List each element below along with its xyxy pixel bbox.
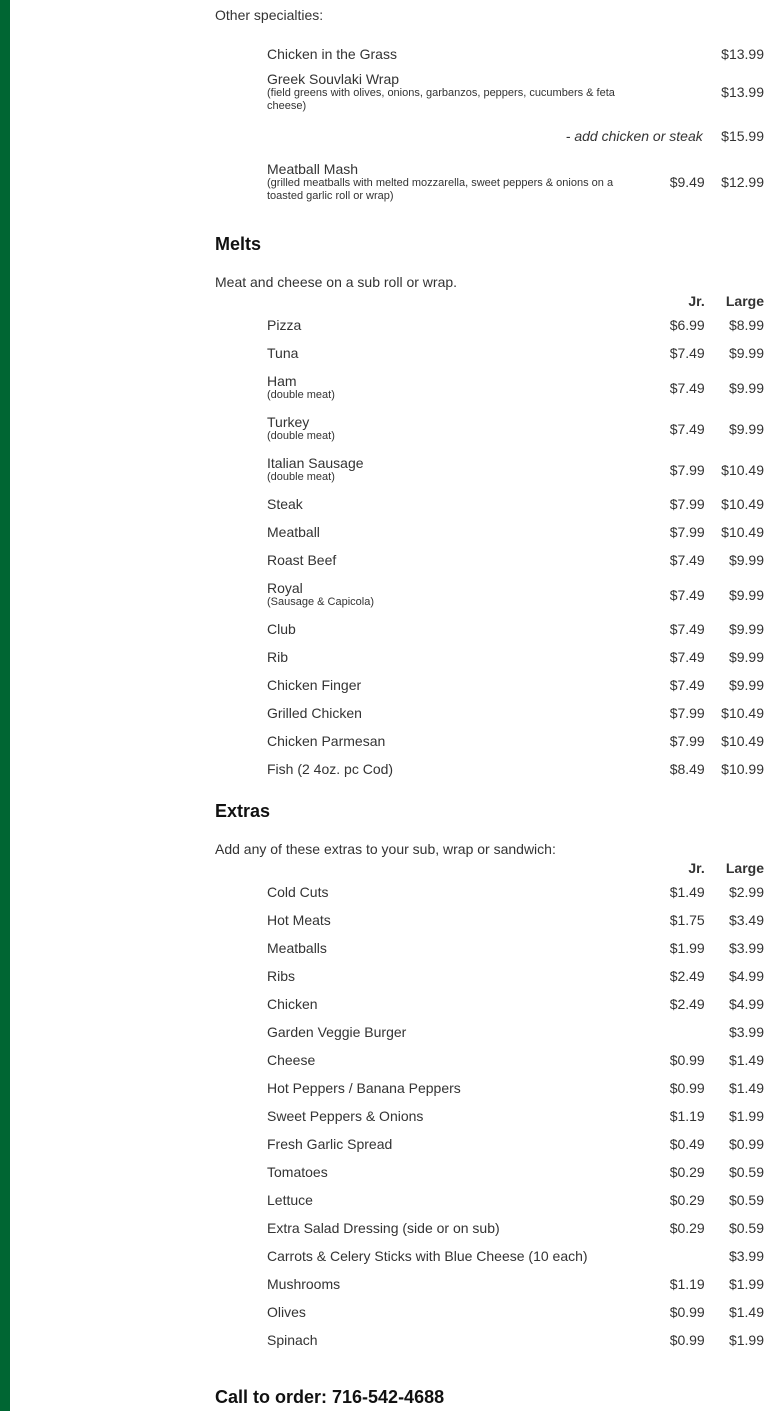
large-price: $4.99	[728, 996, 764, 1012]
menu-row	[267, 1298, 764, 1326]
item-name: Garden Veggie Burger	[267, 1024, 407, 1040]
column-header-row	[267, 858, 764, 878]
item-name: Club	[267, 621, 296, 637]
item-cell	[267, 1018, 646, 1046]
col-jr-header: Jr.	[688, 293, 705, 309]
item-cell	[267, 727, 646, 755]
item-name: Cold Cuts	[267, 884, 329, 900]
menu-row	[267, 699, 764, 727]
column-header-row	[267, 291, 764, 311]
item-cell	[267, 574, 646, 615]
large-price: $15.99	[721, 127, 764, 144]
large-price: $9.99	[728, 621, 764, 637]
item-name: Lettuce	[267, 1192, 313, 1208]
large-price: $10.49	[721, 733, 764, 749]
item-cell	[267, 699, 646, 727]
large-price: $10.49	[721, 524, 764, 540]
large-price: $3.99	[728, 1024, 764, 1040]
extras-intro: Add any of these extras to your sub, wrap or sandwich:	[215, 841, 556, 857]
menu-row	[267, 1186, 764, 1214]
item-cell	[267, 1326, 646, 1354]
specialties-table	[267, 43, 764, 206]
item-cell	[267, 546, 646, 574]
jr-price: $0.29	[669, 1220, 705, 1236]
menu-row	[267, 1018, 764, 1046]
jr-price: $8.49	[669, 761, 705, 777]
item-cell	[267, 1130, 646, 1158]
menu-row	[267, 311, 764, 339]
item-description: (grilled meatballs with melted mozzarella, sweet peppers & onions on a toasted garlic roll or wrap)	[267, 177, 614, 202]
menu-row	[267, 43, 764, 65]
large-price: $10.49	[721, 705, 764, 721]
large-price: $13.99	[721, 84, 764, 100]
jr-price: $0.49	[669, 1136, 705, 1152]
item-cell	[267, 878, 646, 906]
menu-row	[267, 339, 764, 367]
large-price: $0.99	[728, 1136, 764, 1152]
jr-price: $0.99	[669, 1304, 705, 1320]
item-name: Spinach	[267, 1332, 318, 1348]
menu-row-addon	[267, 113, 764, 158]
specialties-section	[215, 43, 764, 206]
jr-price: $0.99	[669, 1080, 705, 1096]
item-name: Meatball Mash	[267, 161, 359, 177]
item-cell	[267, 1298, 646, 1326]
item-description: (double meat)	[267, 471, 335, 483]
large-price: $4.99	[728, 968, 764, 984]
item-name: Steak	[267, 496, 303, 512]
item-cell	[267, 643, 646, 671]
jr-price: $1.49	[669, 884, 705, 900]
jr-price: $7.99	[669, 733, 705, 749]
item-name: Pizza	[267, 317, 302, 333]
menu-row	[267, 518, 764, 546]
jr-price	[646, 71, 705, 113]
menu-row	[267, 367, 764, 408]
menu-row	[267, 934, 764, 962]
item-name: Hot Meats	[267, 912, 331, 928]
large-price: $9.99	[728, 649, 764, 665]
menu-row	[267, 71, 764, 113]
melts-intro: Meat and cheese on a sub roll or wrap.	[215, 274, 458, 290]
col-large-header: Large	[725, 293, 764, 309]
menu-row	[267, 158, 764, 206]
jr-price: $1.75	[669, 912, 705, 928]
item-name: Greek Souvlaki Wrap	[267, 71, 400, 87]
item-name: Mushrooms	[267, 1276, 341, 1292]
large-price: $9.99	[728, 345, 764, 361]
item-name: Ribs	[267, 968, 296, 984]
item-name: Extra Salad Dressing (side or on sub)	[267, 1220, 500, 1236]
jr-price: $0.99	[669, 1052, 705, 1068]
jr-price: $0.29	[669, 1164, 705, 1180]
col-large-header: Large	[725, 860, 764, 876]
item-name: Meatball	[267, 524, 320, 540]
item-cell	[267, 671, 646, 699]
specialties-intro: Other specialties:	[215, 7, 324, 23]
large-price: $9.99	[728, 586, 764, 603]
item-name: Chicken Finger	[267, 677, 362, 693]
item-name: Chicken	[267, 996, 318, 1012]
item-description: (double meat)	[267, 430, 335, 442]
item-cell	[267, 1046, 646, 1074]
menu-row	[267, 1130, 764, 1158]
item-cell	[267, 71, 646, 113]
jr-price: $7.49	[669, 677, 705, 693]
item-name: Tuna	[267, 345, 299, 361]
large-price: $10.49	[721, 461, 764, 478]
item-name: Fresh Garlic Spread	[267, 1136, 393, 1152]
item-cell	[267, 962, 646, 990]
menu-row	[267, 546, 764, 574]
item-description: (double meat)	[267, 389, 335, 401]
large-price: $8.99	[728, 317, 764, 333]
item-name: Italian Sausage	[267, 455, 364, 471]
jr-price: $0.29	[669, 1192, 705, 1208]
item-cell	[267, 1242, 646, 1270]
menu-row	[267, 1242, 764, 1270]
item-cell	[267, 990, 646, 1018]
jr-price: $7.99	[669, 524, 705, 540]
large-price: $3.49	[728, 912, 764, 928]
large-price: $1.49	[728, 1052, 764, 1068]
item-cell	[267, 449, 646, 490]
jr-price: $7.49	[669, 586, 705, 603]
jr-price: $9.49	[669, 174, 705, 190]
menu-row	[267, 574, 764, 615]
jr-price: $1.99	[669, 940, 705, 956]
extras-items	[267, 878, 764, 1354]
menu-row	[267, 755, 764, 783]
jr-price: $7.99	[669, 496, 705, 512]
melts-table	[267, 291, 764, 311]
item-name: Olives	[267, 1304, 306, 1320]
melts-items	[267, 311, 764, 783]
large-price: $1.99	[728, 1108, 764, 1124]
large-price: $1.99	[728, 1276, 764, 1292]
item-name: Rib	[267, 649, 289, 665]
jr-price: $7.49	[669, 420, 705, 437]
item-cell	[267, 906, 646, 934]
jr-price: $7.99	[669, 705, 705, 721]
large-price: $9.99	[728, 552, 764, 568]
menu-row	[267, 727, 764, 755]
item-cell	[267, 934, 646, 962]
item-cell	[267, 408, 646, 449]
menu-row	[267, 615, 764, 643]
jr-price	[646, 1018, 705, 1046]
item-cell	[267, 339, 646, 367]
item-name: Cheese	[267, 1052, 316, 1068]
item-cell	[267, 158, 646, 206]
melts-heading: Melts	[215, 234, 262, 254]
large-price: $12.99	[721, 174, 764, 190]
menu-row	[267, 490, 764, 518]
menu-row	[267, 1158, 764, 1186]
large-price: $9.99	[728, 420, 764, 437]
item-cell	[267, 1158, 646, 1186]
jr-price: $2.49	[669, 968, 705, 984]
large-price: $3.99	[728, 1248, 764, 1264]
item-name: Chicken Parmesan	[267, 733, 386, 749]
large-price: $2.99	[728, 884, 764, 900]
extras-table	[267, 858, 764, 878]
item-cell	[267, 518, 646, 546]
item-cell	[267, 1186, 646, 1214]
item-cell	[267, 311, 646, 339]
item-name: Carrots & Celery Sticks with Blue Cheese (10 each)	[267, 1248, 588, 1264]
large-price: $3.99	[728, 940, 764, 956]
call-to-order: Call to order: 716-542-4688	[215, 1387, 445, 1407]
menu-row	[267, 906, 764, 934]
menu-row	[267, 962, 764, 990]
jr-price: $6.99	[669, 317, 705, 333]
left-accent-bar	[0, 0, 10, 1411]
large-price: $9.99	[728, 677, 764, 693]
menu-row	[267, 1102, 764, 1130]
item-name: Chicken in the Grass	[267, 46, 397, 62]
jr-price: $1.19	[669, 1108, 705, 1124]
menu-row	[267, 1270, 764, 1298]
menu-row	[267, 1046, 764, 1074]
item-name: Tomatoes	[267, 1164, 328, 1180]
jr-price: $0.99	[669, 1332, 705, 1348]
menu-row	[267, 1326, 764, 1354]
col-jr-header: Jr.	[688, 860, 705, 876]
melts-section	[215, 291, 764, 783]
large-price: $1.49	[728, 1304, 764, 1320]
large-price: $9.99	[728, 379, 764, 396]
item-name: Sweet Peppers & Onions	[267, 1108, 424, 1124]
extras-heading: Extras	[215, 801, 271, 821]
jr-price	[646, 1242, 705, 1270]
jr-price: $1.19	[669, 1276, 705, 1292]
large-price: $0.59	[728, 1220, 764, 1236]
menu-row	[267, 449, 764, 490]
item-cell	[267, 755, 646, 783]
item-name: Roast Beef	[267, 552, 337, 568]
item-description: (field greens with olives, onions, garbanzos, peppers, cucumbers & feta cheese)	[267, 87, 615, 112]
item-name: Hot Peppers / Banana Peppers	[267, 1080, 461, 1096]
item-cell	[267, 1270, 646, 1298]
item-name: Grilled Chicken	[267, 705, 362, 721]
jr-price: $7.49	[669, 345, 705, 361]
item-cell	[267, 367, 646, 408]
item-name: Fish (2 4oz. pc Cod)	[267, 761, 394, 777]
jr-price: $7.49	[669, 649, 705, 665]
large-price: $10.99	[721, 761, 764, 777]
large-price: $10.49	[721, 496, 764, 512]
addon-label: - add chicken or steak	[565, 127, 703, 144]
menu-row	[267, 1214, 764, 1242]
jr-price: $2.49	[669, 996, 705, 1012]
jr-price: $7.49	[669, 552, 705, 568]
item-cell	[267, 1102, 646, 1130]
jr-price: $7.49	[669, 621, 705, 637]
menu-row	[267, 643, 764, 671]
item-cell	[267, 490, 646, 518]
item-name: Ham	[267, 373, 297, 389]
large-price: $1.49	[728, 1080, 764, 1096]
menu-row	[267, 990, 764, 1018]
item-description: (Sausage & Capicola)	[267, 596, 375, 608]
large-price: $13.99	[721, 46, 764, 62]
jr-price: $7.49	[669, 379, 705, 396]
item-cell	[267, 1214, 646, 1242]
menu-row	[267, 1074, 764, 1102]
jr-price: $7.99	[669, 461, 705, 478]
large-price: $1.99	[728, 1332, 764, 1348]
item-name: Turkey	[267, 414, 310, 430]
item-cell	[267, 1074, 646, 1102]
extras-section	[215, 858, 764, 1354]
menu-row	[267, 878, 764, 906]
item-cell	[267, 615, 646, 643]
jr-price	[646, 43, 705, 65]
large-price: $0.59	[728, 1192, 764, 1208]
item-name: Royal	[267, 580, 303, 596]
large-price: $0.59	[728, 1164, 764, 1180]
menu-row	[267, 671, 764, 699]
item-name: Meatballs	[267, 940, 327, 956]
menu-row	[267, 408, 764, 449]
